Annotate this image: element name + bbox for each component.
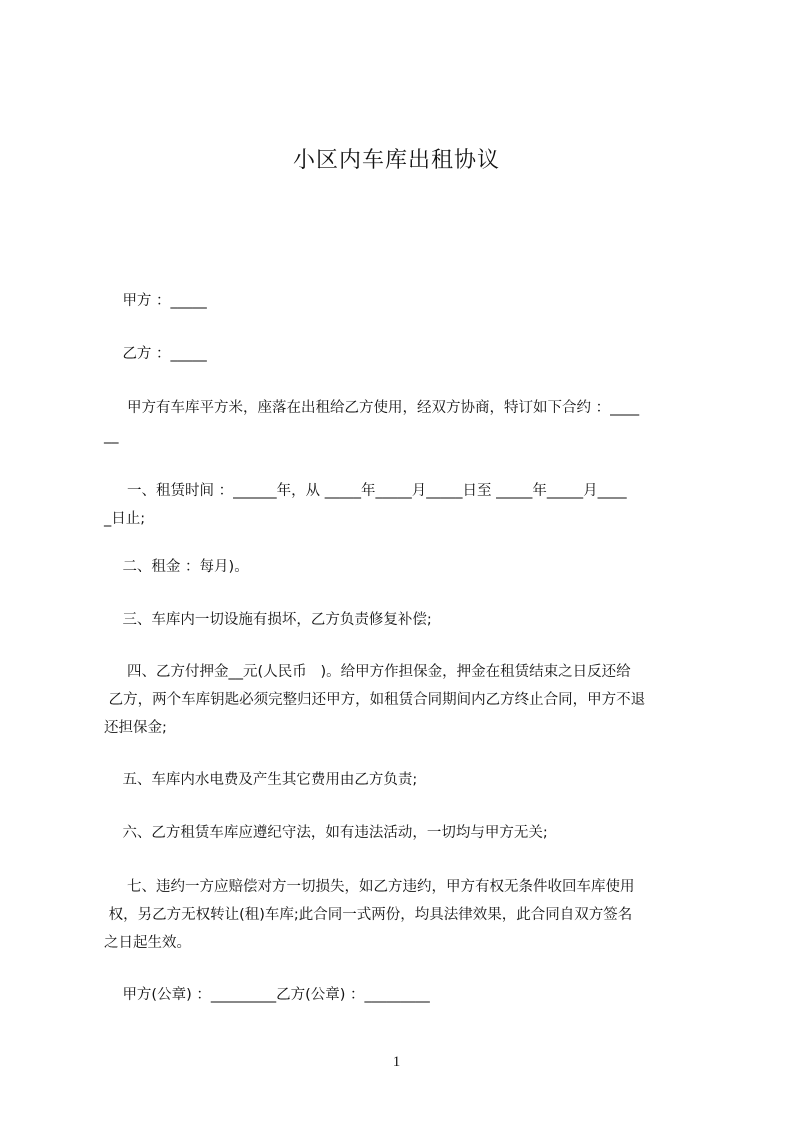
clause-5: 五、车库内水电费及产生其它费用由乙方负责; [104,772,418,788]
clause-6: 六、乙方租赁车库应遵纪守法，如有违法活动，一切均与甲方无关; [104,825,548,841]
clause-1: 一、租赁时间 ：______年，从 _____年_____月_____日至 _____年_____月____ _日止; [104,483,627,527]
clause-4: 四、乙方付押金__元(人民币 )。给甲方作担保金，押金在租赁结束之日反还给 乙方，两个车库钥匙必须完整归还甲方，如租赁合同期间内乙方终止合同，甲方不退 还担保金; [104,664,646,736]
document-title: 小区内车库出租协议 [292,148,500,173]
party-a-line: 甲方 ：_____ [104,293,207,309]
party-b-line: 乙方 ：_____ [104,346,207,362]
page-number: 1 [392,1054,401,1070]
signature-line: 甲方(公章) ：_________乙方(公章) ：_________ [104,987,430,1003]
clause-2: 二、租金 ：每月)。 [104,559,249,575]
clause-7: 七、违约一方应赔偿对方一切损失，如乙方违约，甲方有权无条件收回车库使用 权，另乙方无权转让(租)车库;此合同一式两份，均具法律效果，此合同自双方签名 之日起生效。 [104,879,635,951]
clause-3: 三、车库内一切设施有损坏，乙方负责修复补偿; [104,612,432,628]
intro-paragraph: 甲方有车库平方米，座落在出租给乙方使用，经双方协商，特订如下合约 ：____ __ [104,400,640,444]
